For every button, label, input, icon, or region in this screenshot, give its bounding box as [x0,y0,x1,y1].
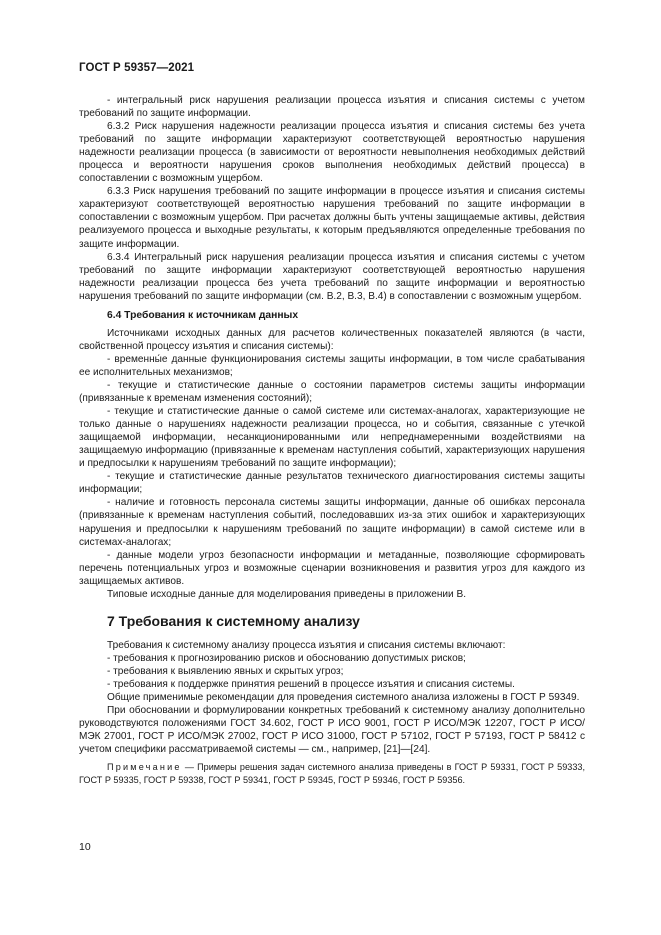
paragraph: Требования к системному анализу процесса изъятия и списания системы включают: [107,639,506,651]
page-number: 10 [79,841,91,853]
list-item: - требования к поддержке принятия решений в процессе изъятия и списания системы. [107,678,515,690]
paragraph: Источниками исходных данных для расчетов количественных показателей являются (в части, свойственной процессу изъятия и списания системы): [79,327,585,352]
list-item: - текущие и статистические данные результатов технического диагностирования системы защиты информации; [79,471,585,496]
paragraph: Общие применимые рекомендации для проведения системного анализа изложены в ГОСТ Р 59349. [107,691,580,703]
page-body [79,94,585,786]
list-item: - временны́е данные функционирования системы защиты информации, в том числе срабатывания ее исполнительных механизмов; [79,353,585,378]
paragraph: 6.3.2 Риск нарушения надежности реализации процесса изъятия и списания системы без учета требований по защите информации характеризуют соответствующей вероятностью нарушения надежности реализации процесса (в зависимости от вероятности невыполнения необходимых действий процесса и вероятности нарушения сроков выполнения необходимых действий процесса) в сопоставлении с возможным ущербом. [79,121,585,185]
section-heading-7: 7 Требования к системному анализу [107,612,360,629]
note-text: — Примеры решения задач системного анализа приведены в ГОСТ Р 59331, ГОСТ Р 59333, ГОСТ Р 59335, ГОСТ Р 59338, ГОСТ Р 59341, ГОСТ Р 59345, ГОСТ Р 59346, ГОСТ Р 59356. [79,762,585,785]
section-heading-6-4: 6.4 Требования к источникам данных [107,309,299,321]
note [79,761,585,786]
list-item: - наличие и готовность персонала системы защиты информации, данные об ошибках персонала (привязанные к временам наступления событий, последовавших из-за этих ошибок и характеризующих нарушения и предпосылки к нарушениям требований по защите информации) в самой системе или в системах-аналогах; [79,497,585,548]
paragraph: При обосновании и формулировании конкретных требований к системному анализу дополнительно руководствуются положениями ГОСТ 34.602, ГОСТ Р ИСО 9001, ГОСТ Р ИСО/МЭК 12207, ГОСТ Р ИСО/МЭК 27001, ГОСТ Р ИСО/МЭК 27002, ГОСТ Р ИСО 31000, ГОСТ Р 57102, ГОСТ Р 57193, ГОСТ Р 58412 с учетом специфики рассматриваемой системы — см., например, [21]—[24]. [79,705,585,756]
list-item: - требования к прогнозированию рисков и обоснованию допустимых рисков; [107,652,466,664]
document-header: ГОСТ Р 59357—2021 [79,62,195,74]
note-label: Примечание [107,762,182,773]
paragraph: 6.3.4 Интегральный риск нарушения реализации процесса изъятия и списания системы с учетом требований по защите информации характеризуют соответствующей вероятностью нарушения надежности реализации процесса без учета требований по защите информации и вероятностью нарушения требований по защите информации (см. В.2, В.3, В.4) в сопоставлении с возможным ущербом. [79,251,585,302]
list-item: - требования к выявлению явных и скрытых угроз; [107,665,344,677]
list-item: - данные модели угроз безопасности информации и метаданные, позволяющие сформировать перечень потенциальных угроз и возможные сценарии возникновения и развития угроз для каждого из защищаемых активов. [79,549,585,587]
paragraph: 6.3.3 Риск нарушения требований по защите информации в процессе изъятия и списания системы характеризуют соответствующей вероятностью нарушения требований по защите информации в сопоставлении с возможным ущербом. При расчетах должны быть учтены защищаемые активы, действия реализуемого процесса и выходные результаты, к которым предъявляются определенные требования по защите информации. [79,186,585,250]
list-item: - текущие и статистические данные о самой системе или системах-аналогах, характеризующие не только данные о нарушениях надежности реализации процесса, но и события, связанные с утечкой защищаемой информации, несанкционированными или непреднамеренными воздействиями на защищаемую информацию (привязанные к временам наступления событий, характеризующих нарушения и предпосылки к нарушениям требований по защите информации); [79,406,585,470]
paragraph: - интегральный риск нарушения реализации процесса изъятия и списания системы с учетом требований по защите информации. [79,95,585,120]
paragraph: Типовые исходные данные для моделирования приведены в приложении В. [107,588,467,600]
list-item: - текущие и статистические данные о состоянии параметров системы защиты информации (привязанные к временам изменения состояний); [79,379,585,405]
